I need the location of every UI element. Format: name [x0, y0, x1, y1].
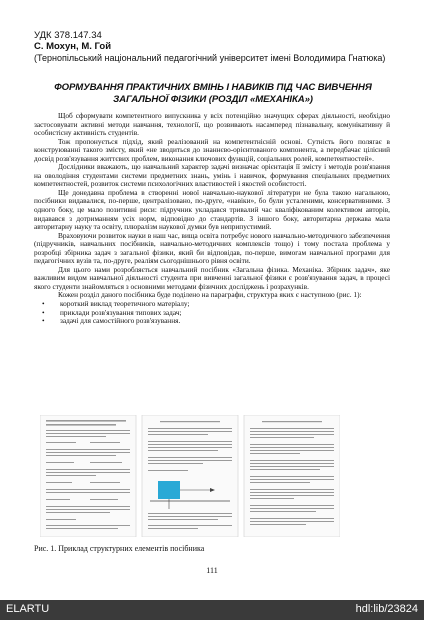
paragraph: Дослідники вважають, що навчальний характер задачі визначає орієнтація її змісту і методів розв'язання на оволодіння студентами системи предметних знань, умінь і навичок, формування спеціальних предметних компетентностей, розвиток системи психологічних властивостей і якостей особистості.	[34, 162, 390, 189]
figure-page-2	[142, 415, 238, 537]
repository-label: ELARTU	[6, 603, 50, 615]
list-item: • короткий виклад теоретичного матеріалу;	[56, 300, 390, 309]
paragraph: Ще донедавна проблема в створенні нової навчально-наукової літератури не була такою нагальною, посібники видавалися, по-перше, централізовано, по-друге, «навіки», бо були усталеними, консервативними. З одного боку, це мало позитивні риси: підручник укладався тривалий час кваліфікованим колективом авторів, видавався з дотриманням усіх норм, відповідно до стандартів. З іншого боку, авторитарна держава мала авторитарну науку та освіту, плюралізм наукової думки був неприпустимий.	[34, 187, 390, 232]
udk-code: УДК 378.147.34	[34, 30, 102, 41]
affiliation: (Тернопільський національний педагогічний університет імені Володимира Гнатюка)	[34, 53, 386, 63]
bullet-list	[34, 300, 390, 326]
paragraph: Тож пропонується підхід, який реалізований на компетентнісній основі. Сутність його полягає в конструюванні такого змісту, який «не зводиться до знаннєво-орієнтованого компонента, а передбачає цілісний досвід розв'язування життєвих проблем, виконання ключових функцій, соціальних ролей, компетентностей».	[34, 136, 390, 163]
page-number: 111	[206, 566, 218, 575]
figure-page-3	[244, 415, 340, 537]
viewer-footer	[0, 600, 424, 620]
list-item: • приклади розв'язування типових задач;	[56, 309, 390, 318]
authors: С. Мохун, М. Гой	[34, 41, 112, 52]
figure-page-1	[40, 415, 136, 537]
article-title: ФОРМУВАННЯ ПРАКТИЧНИХ ВМІНЬ І НАВИКІВ ПІД ЧАС ВИВЧЕННЯ ЗАГАЛЬНОЇ ФІЗИКИ (РОЗДІЛ «МЕХАНІКА»)	[54, 82, 372, 105]
list-item: • задачі для самостійного розв'язування.	[56, 317, 390, 326]
figure-caption: Рис. 1. Приклад структурних елементів посібника	[34, 544, 205, 553]
paragraph: Враховуючи розвиток науки в наш час, вища освіта потребує нового навчально-методичного забезпечення (підручників, навчальних посібників, навчально-методичних комплексів тощо) і тому постала проблема у розробці збірника задач з загальної фізики, який би відповідав, по-перше, вимогам навчальної програми для педагогічних вузів та, по-друге, реаліям сьогоднішнього рівня освіти.	[34, 230, 390, 266]
paragraph: Щоб сформувати компетентного випускника у всіх потенційно значущих сферах діяльності, необхідно застосовувати активні методи навчання, технології, що розвивають насамперед пізнавальну, комунікативну й особистісну активність студентів.	[34, 111, 390, 138]
article-body	[34, 112, 390, 326]
figure-page-thumbnails	[40, 415, 340, 537]
paragraph: Для цього нами розробляється навчальний посібник «Загальна фізика. Механіка. Збірник задач», яке важливим видом навчальної діяльності студента при вивченні загальної фізики є розв'язування задач, в процесі якого студенти знайомляться з основними методами фізичних досліджень і розрахунків.	[34, 264, 390, 291]
paragraph: Кожен розділ даного посібника буде поділено на параграфи, структура яких є наступною (рис. 1):	[58, 290, 362, 300]
handle-identifier[interactable]: hdl:lib/23824	[355, 603, 418, 615]
